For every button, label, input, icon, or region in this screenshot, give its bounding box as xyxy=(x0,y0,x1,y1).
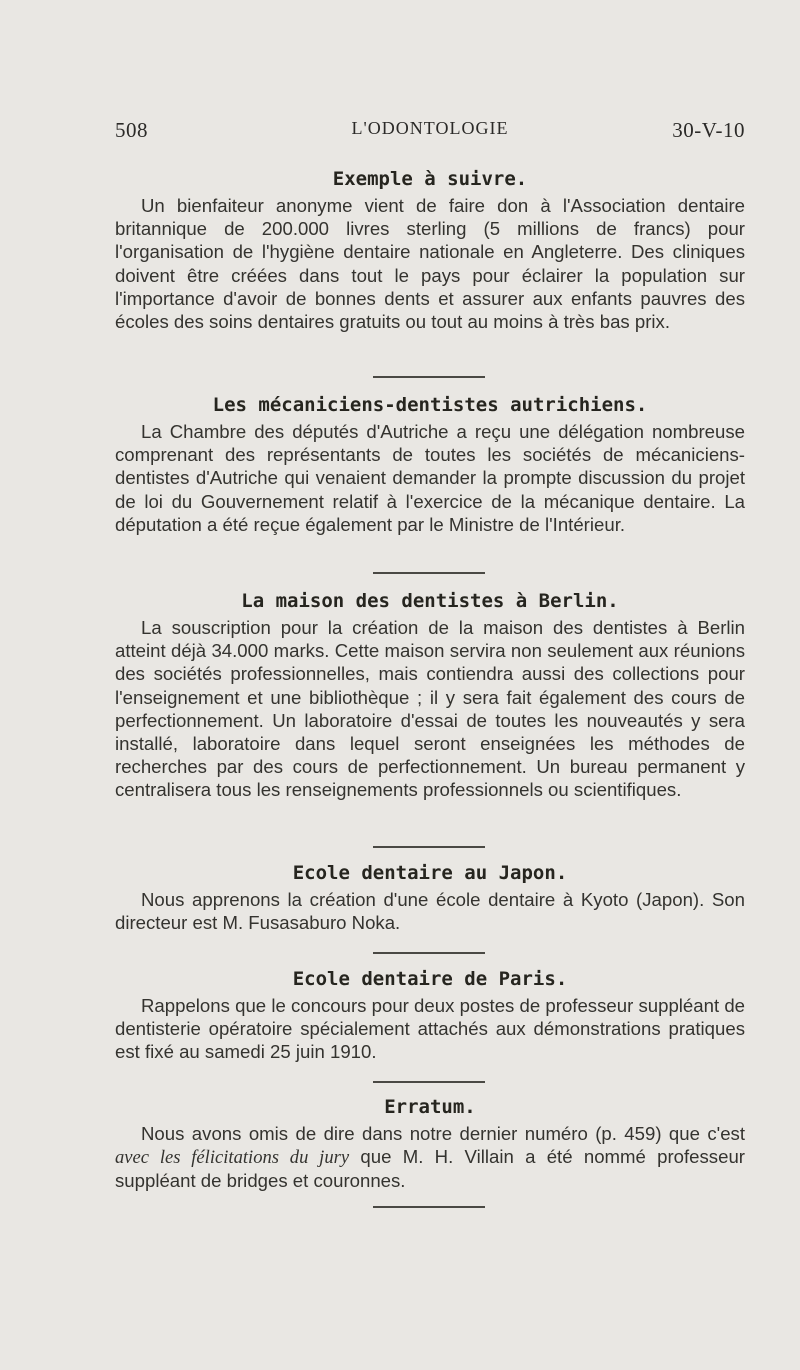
section-body: La Chambre des députés d'Autriche a reçu une délégation nombreuse comprenant des représentants de toutes les sociétés de mécaniciens-dentistes d'Autriche qui venaient demander la prompte discussion du projet de loi du Gouvernement relatif à l'exercice de la mécanique dentaire. La députation a été reçue également par le Ministre de l'Intérieur. xyxy=(115,421,745,535)
section-berlin xyxy=(115,590,745,802)
section-divider xyxy=(373,846,485,848)
section-divider xyxy=(373,572,485,574)
running-head xyxy=(115,118,745,144)
section-body: Un bienfaiteur anonyme vient de faire don à l'Association dentaire britannique de 200.000 livres sterling (5 millions de francs) pour l'organisation de l'hygiène dentaire nationale en Angleterre. Des cliniques doivent être créées dans tout le pays pour éclairer la population sur l'importance d'avoir de bonnes dents et assurer aux enfants pauvres des écoles des soins dentaires gratuits ou tout au moins à très bas prix. xyxy=(115,195,745,333)
erratum-text-end: que M. H. Villain a été nommé professeur suppléant de bridges et couronnes. xyxy=(115,1146,745,1192)
section-title: Exemple à suivre. xyxy=(332,168,528,190)
section-mecaniciens xyxy=(115,394,745,536)
issue-date: 30-V-10 xyxy=(672,118,745,142)
section-divider xyxy=(373,952,485,954)
section-exemple xyxy=(115,168,745,333)
section-body xyxy=(115,1122,745,1193)
section-title: La maison des dentistes à Berlin. xyxy=(241,590,619,612)
section-erratum xyxy=(115,1096,745,1193)
section-title: Les mécaniciens-dentistes autrichiens. xyxy=(212,394,648,416)
journal-title: L'ODONTOLOGIE xyxy=(351,118,509,138)
section-title: Ecole dentaire de Paris. xyxy=(292,968,568,990)
erratum-italic-text: avec les félicitations du jury xyxy=(115,1147,350,1169)
section-japon xyxy=(115,862,745,934)
section-divider xyxy=(373,376,485,378)
section-body: La souscription pour la création de la maison des dentistes à Berlin atteint déjà 34.000 marks. Cette maison servira non seulement aux réunions des sociétés professionnelles, mais contiendra aussi des collections pour l'enseignement et une bibliothèque ; il y sera fait également des cours de perfectionnement. Un laboratoire d'essai de toutes les nouveautés y sera installé, laboratoire dans lequel seront enseignées les méthodes de recherches par des cours de perfectionnement. Un bureau permanent y centralisera tous les renseignements professionnels ou scientifiques. xyxy=(115,617,745,801)
section-divider xyxy=(373,1081,485,1083)
section-body: Rappelons que le concours pour deux postes de professeur suppléant de dentisterie opératoire spécialement attachés aux démonstrations pratiques est fixé au samedi 25 juin 1910. xyxy=(115,995,745,1063)
section-body: Nous apprenons la création d'une école dentaire à Kyoto (Japon). Son directeur est M. Fusasaburo Noka. xyxy=(115,889,745,934)
erratum-text-start: Nous avons omis de dire dans notre dernier numéro (p. 459) que c'est xyxy=(141,1123,745,1144)
section-title: Erratum. xyxy=(384,1096,476,1118)
page-number: 508 xyxy=(115,118,148,142)
section-paris xyxy=(115,968,745,1064)
closing-rule xyxy=(373,1206,485,1208)
section-title: Ecole dentaire au Japon. xyxy=(292,862,568,884)
